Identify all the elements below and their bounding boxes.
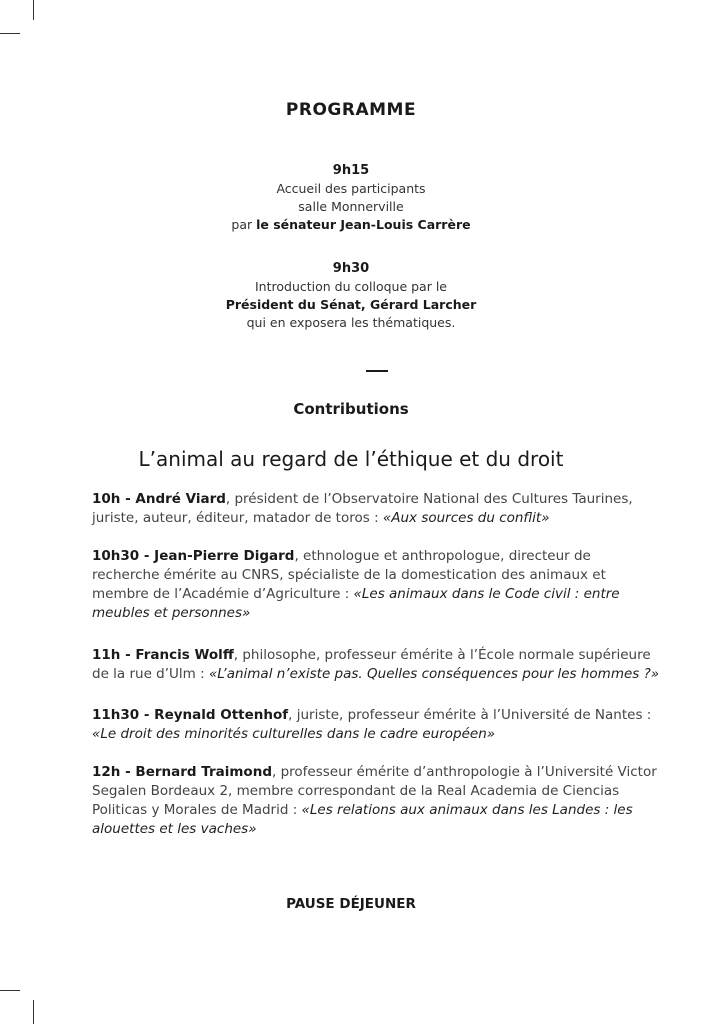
talk-description: , philosophe, professeur émérite à l’École normale supérieure de la rue d’Ulm : (92, 647, 651, 682)
talk-description: , président de l’Observatoire National des Cultures Taurines, juriste, auteur, éditeur, matador de toros : (92, 491, 633, 526)
theme-heading: L’animal au regard de l’éthique et du droit (138, 447, 564, 471)
schedule-line: salle Monnerville (298, 199, 404, 214)
schedule-time: 9h30 (332, 261, 370, 276)
talk-item (92, 547, 662, 623)
talk-description: , professeur émérite d’anthropologie à l’Université Victor Segalen Bordeaux 2, membre correspondant de la Real Academia de Ciencias Politicas y Morales de Madrid : (92, 764, 657, 818)
talk-speaker: 11h30 - Reynald Ottenhof (92, 707, 289, 723)
talk-speaker: 10h - André Viard (92, 491, 226, 507)
talk-speaker: 11h - Francis Wolff (92, 647, 234, 663)
schedule-line: qui en exposera les thématiques. (246, 315, 456, 330)
schedule-line-bold (0, 296, 702, 314)
talk-description: , ethnologue et anthropologue, directeur de recherche émérite au CNRS, spécialiste de la domestication des animaux et membre de l’Académie d’Agriculture : (92, 548, 606, 602)
schedule-block-welcome (0, 162, 702, 234)
programme-title: PROGRAMME (285, 100, 417, 120)
crop-mark-bottom-vertical (33, 1000, 34, 1024)
talk-description: , juriste, professeur émérite à l’Université de Nantes : (288, 707, 652, 723)
schedule-prefix: par (231, 217, 257, 232)
talk-item (92, 706, 662, 744)
talk-item (92, 490, 662, 528)
talk-title: «Aux sources du conflit» (382, 510, 550, 526)
talk-item (92, 763, 662, 839)
crop-mark-bottom-horizontal (0, 990, 20, 991)
lunch-break: PAUSE DÉJEUNER (286, 896, 416, 912)
talk-title: «Les relations aux animaux dans les Landes : les alouettes et les vaches» (92, 802, 633, 837)
talk-speaker: 10h30 - Jean-Pierre Digard (92, 548, 295, 564)
talk-title: «Les animaux dans le Code civil : entre meubles et personnes» (92, 586, 620, 621)
talk-item (92, 646, 662, 684)
crop-mark-top-horizontal (0, 33, 20, 34)
schedule-block-introduction (0, 260, 702, 332)
section-heading: Contributions (293, 400, 409, 418)
crop-mark-top-vertical (33, 0, 34, 20)
talk-speaker: 12h - Bernard Traimond (92, 764, 272, 780)
talk-title: «Le droit des minorités culturelles dans le cadre européen» (92, 726, 496, 742)
schedule-speaker: Président du Sénat, Gérard Larcher (225, 297, 477, 312)
schedule-time: 9h15 (332, 163, 370, 178)
talk-title: «L’animal n’existe pas. Quelles conséquences pour les hommes ?» (208, 666, 660, 682)
section-divider (366, 370, 388, 372)
schedule-line (0, 216, 702, 234)
schedule-line: Accueil des participants (276, 181, 426, 196)
schedule-host: le sénateur Jean-Louis Carrère (256, 217, 471, 232)
schedule-line: Introduction du colloque par le (254, 279, 447, 294)
